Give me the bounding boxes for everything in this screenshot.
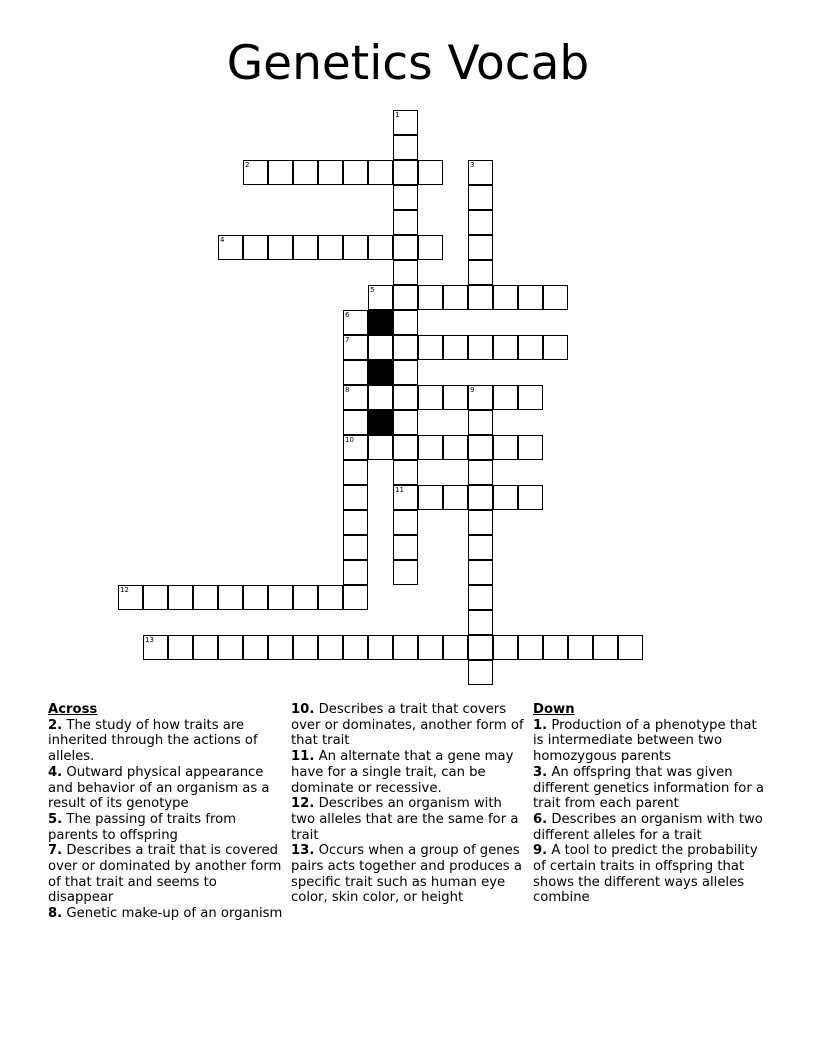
grid-cell[interactable] bbox=[293, 160, 318, 185]
clue-number: 6 bbox=[345, 311, 350, 319]
across-clue bbox=[291, 843, 527, 906]
clue-text: Describes an organism with two alleles that are the same for a trait bbox=[291, 796, 519, 843]
grid-cell[interactable] bbox=[468, 410, 493, 435]
grid-cell[interactable] bbox=[543, 285, 568, 310]
grid-cell[interactable] bbox=[518, 285, 543, 310]
grid-cell[interactable] bbox=[418, 160, 443, 185]
across-clue bbox=[48, 843, 284, 906]
grid-cell[interactable] bbox=[468, 160, 493, 185]
grid-cell[interactable] bbox=[493, 485, 518, 510]
grid-cell[interactable] bbox=[168, 585, 193, 610]
clue-text: An offspring that was given different genetics information for a trait from each parent bbox=[533, 764, 765, 812]
clue-number: 5 bbox=[370, 286, 375, 294]
across-clue bbox=[291, 702, 527, 749]
clue-text: Describes an organism with two different alleles for a trait bbox=[533, 811, 763, 843]
grid-cell[interactable] bbox=[243, 635, 268, 660]
grid-cell[interactable] bbox=[418, 335, 443, 360]
clue-text: Genetic make-up of an organism bbox=[66, 906, 283, 922]
grid-cell[interactable] bbox=[393, 185, 418, 210]
grid-cell[interactable] bbox=[143, 635, 168, 660]
grid-cell[interactable] bbox=[193, 585, 218, 610]
grid-cell[interactable] bbox=[493, 435, 518, 460]
clue-number: 1 bbox=[395, 111, 400, 119]
grid-cell[interactable] bbox=[293, 235, 318, 260]
grid-cell[interactable] bbox=[343, 460, 368, 485]
grid-cell[interactable] bbox=[268, 160, 293, 185]
grid-cell[interactable] bbox=[468, 535, 493, 560]
clue-number: 10 bbox=[345, 436, 354, 444]
grid-cell[interactable] bbox=[393, 260, 418, 285]
grid-cell[interactable] bbox=[368, 235, 393, 260]
grid-cell[interactable] bbox=[268, 635, 293, 660]
grid-cell[interactable] bbox=[493, 285, 518, 310]
grid-cell[interactable] bbox=[218, 235, 243, 260]
clue-text: Describes a trait that covers over or dominates, another form of that trait bbox=[291, 702, 524, 749]
grid-cell[interactable] bbox=[493, 335, 518, 360]
puzzle-title: Genetics Vocab bbox=[226, 36, 590, 91]
grid-cell[interactable] bbox=[468, 635, 493, 660]
grid-cell[interactable] bbox=[218, 585, 243, 610]
grid-cell[interactable] bbox=[468, 585, 493, 610]
clue-num: 8. bbox=[48, 906, 63, 922]
grid-cell[interactable] bbox=[493, 385, 518, 410]
clue-number: 11 bbox=[395, 486, 404, 494]
grid-cell[interactable] bbox=[193, 635, 218, 660]
clue-text: The passing of traits from parents to offspring bbox=[48, 811, 237, 843]
grid-cell[interactable] bbox=[468, 485, 493, 510]
clue-text: Outward physical appearance and behavior of an organism as a result of its genotype bbox=[48, 764, 270, 812]
grid-cell[interactable] bbox=[543, 335, 568, 360]
clue-number: 3 bbox=[470, 161, 475, 169]
grid-cell[interactable] bbox=[368, 285, 393, 310]
down-clue bbox=[533, 843, 769, 906]
clue-text: A tool to predict the probability of certain traits in offspring that shows the different ways alleles combine bbox=[533, 843, 758, 906]
grid-cell[interactable] bbox=[443, 385, 468, 410]
grid-cell[interactable] bbox=[343, 560, 368, 585]
grid-cell[interactable] bbox=[393, 210, 418, 235]
grid-cell[interactable] bbox=[218, 635, 243, 660]
clue-number: 2 bbox=[245, 161, 250, 169]
clue-num: 12. bbox=[291, 796, 315, 812]
across-clue bbox=[291, 796, 527, 843]
clue-text: The study of how traits are inherited through the actions of alleles. bbox=[48, 717, 258, 765]
grid-cell[interactable] bbox=[343, 310, 368, 335]
grid-cell[interactable] bbox=[468, 610, 493, 635]
grid-cell[interactable] bbox=[393, 385, 418, 410]
grid-cell[interactable] bbox=[393, 435, 418, 460]
grid-cell[interactable] bbox=[368, 335, 393, 360]
grid-cell[interactable] bbox=[393, 160, 418, 185]
grid-cell[interactable] bbox=[368, 385, 393, 410]
clue-num: 3. bbox=[533, 764, 548, 780]
grid-cell[interactable] bbox=[243, 585, 268, 610]
clue-num: 11. bbox=[291, 749, 315, 765]
clue-num: 7. bbox=[48, 843, 63, 859]
grid-cell[interactable] bbox=[518, 335, 543, 360]
down-clue bbox=[533, 812, 769, 843]
grid-cell[interactable] bbox=[418, 485, 443, 510]
grid-cell[interactable] bbox=[393, 135, 418, 160]
grid-cell[interactable] bbox=[343, 485, 368, 510]
grid-cell[interactable] bbox=[118, 585, 143, 610]
grid-cell[interactable] bbox=[468, 510, 493, 535]
grid-cell[interactable] bbox=[443, 435, 468, 460]
grid-cell[interactable] bbox=[318, 635, 343, 660]
clue-number: 7 bbox=[345, 336, 350, 344]
clue-num: 1. bbox=[533, 717, 548, 733]
clue-text: Describes a trait that is covered over or dominated by another form of that trait and seems to disappear bbox=[48, 843, 282, 906]
grid-cell[interactable] bbox=[343, 510, 368, 535]
grid-cell[interactable] bbox=[468, 260, 493, 285]
grid-cell[interactable] bbox=[468, 385, 493, 410]
grid-cell[interactable] bbox=[268, 585, 293, 610]
clue-number: 8 bbox=[345, 386, 350, 394]
grid-cell[interactable] bbox=[393, 410, 418, 435]
grid-cell[interactable] bbox=[243, 160, 268, 185]
grid-cell[interactable] bbox=[393, 485, 418, 510]
grid-cell[interactable] bbox=[243, 235, 268, 260]
grid-cell[interactable] bbox=[368, 160, 393, 185]
blocked-cell bbox=[368, 360, 393, 385]
clue-text: An alternate that a gene may have for a single trait, can be dominate or recessive. bbox=[291, 749, 514, 796]
clue-number: 4 bbox=[220, 236, 225, 244]
clues-column-3 bbox=[533, 702, 769, 906]
across-clue bbox=[48, 906, 284, 922]
grid-cell[interactable] bbox=[343, 335, 368, 360]
clue-text: Occurs when a group of genes pairs acts together and produces a specific trait such as human eye color, skin color, or height bbox=[291, 843, 522, 906]
grid-cell[interactable] bbox=[518, 435, 543, 460]
grid-cell[interactable] bbox=[593, 635, 618, 660]
grid-cell[interactable] bbox=[343, 585, 368, 610]
clue-num: 13. bbox=[291, 843, 315, 859]
grid-cell[interactable] bbox=[268, 235, 293, 260]
grid-cell[interactable] bbox=[468, 285, 493, 310]
grid-cell[interactable] bbox=[518, 385, 543, 410]
grid-cell[interactable] bbox=[443, 335, 468, 360]
across-clue bbox=[48, 812, 284, 843]
clues-column-2 bbox=[291, 702, 527, 906]
grid-cell[interactable] bbox=[618, 635, 643, 660]
grid-cell[interactable] bbox=[493, 635, 518, 660]
clue-num: 10. bbox=[291, 702, 315, 717]
grid-cell[interactable] bbox=[418, 285, 443, 310]
grid-cell[interactable] bbox=[343, 410, 368, 435]
grid-cell[interactable] bbox=[393, 510, 418, 535]
grid-cell[interactable] bbox=[393, 235, 418, 260]
grid-cell[interactable] bbox=[393, 535, 418, 560]
grid-cell[interactable] bbox=[393, 635, 418, 660]
grid-cell[interactable] bbox=[468, 460, 493, 485]
grid-cell[interactable] bbox=[368, 635, 393, 660]
grid-cell[interactable] bbox=[343, 160, 368, 185]
grid-cell[interactable] bbox=[518, 485, 543, 510]
clue-num: 5. bbox=[48, 811, 63, 827]
grid-cell[interactable] bbox=[343, 535, 368, 560]
grid-cell[interactable] bbox=[418, 385, 443, 410]
grid-cell[interactable] bbox=[418, 435, 443, 460]
grid-cell[interactable] bbox=[443, 485, 468, 510]
grid-cell[interactable] bbox=[343, 385, 368, 410]
down-clue bbox=[533, 718, 769, 765]
grid-cell[interactable] bbox=[393, 560, 418, 585]
across-clue bbox=[48, 765, 284, 812]
clue-num: 6. bbox=[533, 811, 548, 827]
grid-cell[interactable] bbox=[418, 235, 443, 260]
blocked-cell bbox=[368, 410, 393, 435]
grid-cell[interactable] bbox=[568, 635, 593, 660]
clue-number: 13 bbox=[145, 636, 154, 644]
grid-cell[interactable] bbox=[468, 435, 493, 460]
across-clue bbox=[291, 749, 527, 796]
grid-cell[interactable] bbox=[343, 235, 368, 260]
across-clue bbox=[48, 718, 284, 765]
grid-cell[interactable] bbox=[443, 635, 468, 660]
clue-text: Production of a phenotype that is intermediate between two homozygous parents bbox=[533, 717, 757, 765]
grid-cell[interactable] bbox=[518, 635, 543, 660]
grid-cell[interactable] bbox=[393, 460, 418, 485]
clue-number: 12 bbox=[120, 586, 129, 594]
clue-num: 4. bbox=[48, 764, 63, 780]
grid-cell[interactable] bbox=[168, 635, 193, 660]
grid-cell[interactable] bbox=[293, 635, 318, 660]
grid-cell[interactable] bbox=[468, 660, 493, 685]
across-heading: Across bbox=[48, 702, 98, 717]
grid-cell[interactable] bbox=[393, 360, 418, 385]
down-clue bbox=[533, 765, 769, 812]
grid-cell[interactable] bbox=[393, 285, 418, 310]
down-heading: Down bbox=[533, 702, 575, 717]
grid-cell[interactable] bbox=[543, 635, 568, 660]
grid-cell[interactable] bbox=[343, 360, 368, 385]
grid-cell[interactable] bbox=[468, 235, 493, 260]
blocked-cell bbox=[368, 310, 393, 335]
grid-cell[interactable] bbox=[318, 160, 343, 185]
grid-cell[interactable] bbox=[318, 585, 343, 610]
clue-number: 9 bbox=[470, 386, 475, 394]
grid-cell[interactable] bbox=[318, 235, 343, 260]
grid-cell[interactable] bbox=[343, 435, 368, 460]
grid-cell[interactable] bbox=[143, 585, 168, 610]
grid-cell[interactable] bbox=[468, 560, 493, 585]
grid-cell[interactable] bbox=[418, 635, 443, 660]
grid-cell[interactable] bbox=[393, 310, 418, 335]
grid-cell[interactable] bbox=[368, 435, 393, 460]
clue-num: 2. bbox=[48, 717, 63, 733]
clue-num: 9. bbox=[533, 843, 548, 859]
grid-cell[interactable] bbox=[293, 585, 318, 610]
clues-column-1 bbox=[48, 702, 284, 956]
grid-cell[interactable] bbox=[393, 335, 418, 360]
grid-cell[interactable] bbox=[443, 285, 468, 310]
grid-cell[interactable] bbox=[343, 635, 368, 660]
grid-cell[interactable] bbox=[468, 335, 493, 360]
grid-cell[interactable] bbox=[468, 185, 493, 210]
grid-cell[interactable] bbox=[468, 210, 493, 235]
grid-cell[interactable] bbox=[393, 110, 418, 135]
